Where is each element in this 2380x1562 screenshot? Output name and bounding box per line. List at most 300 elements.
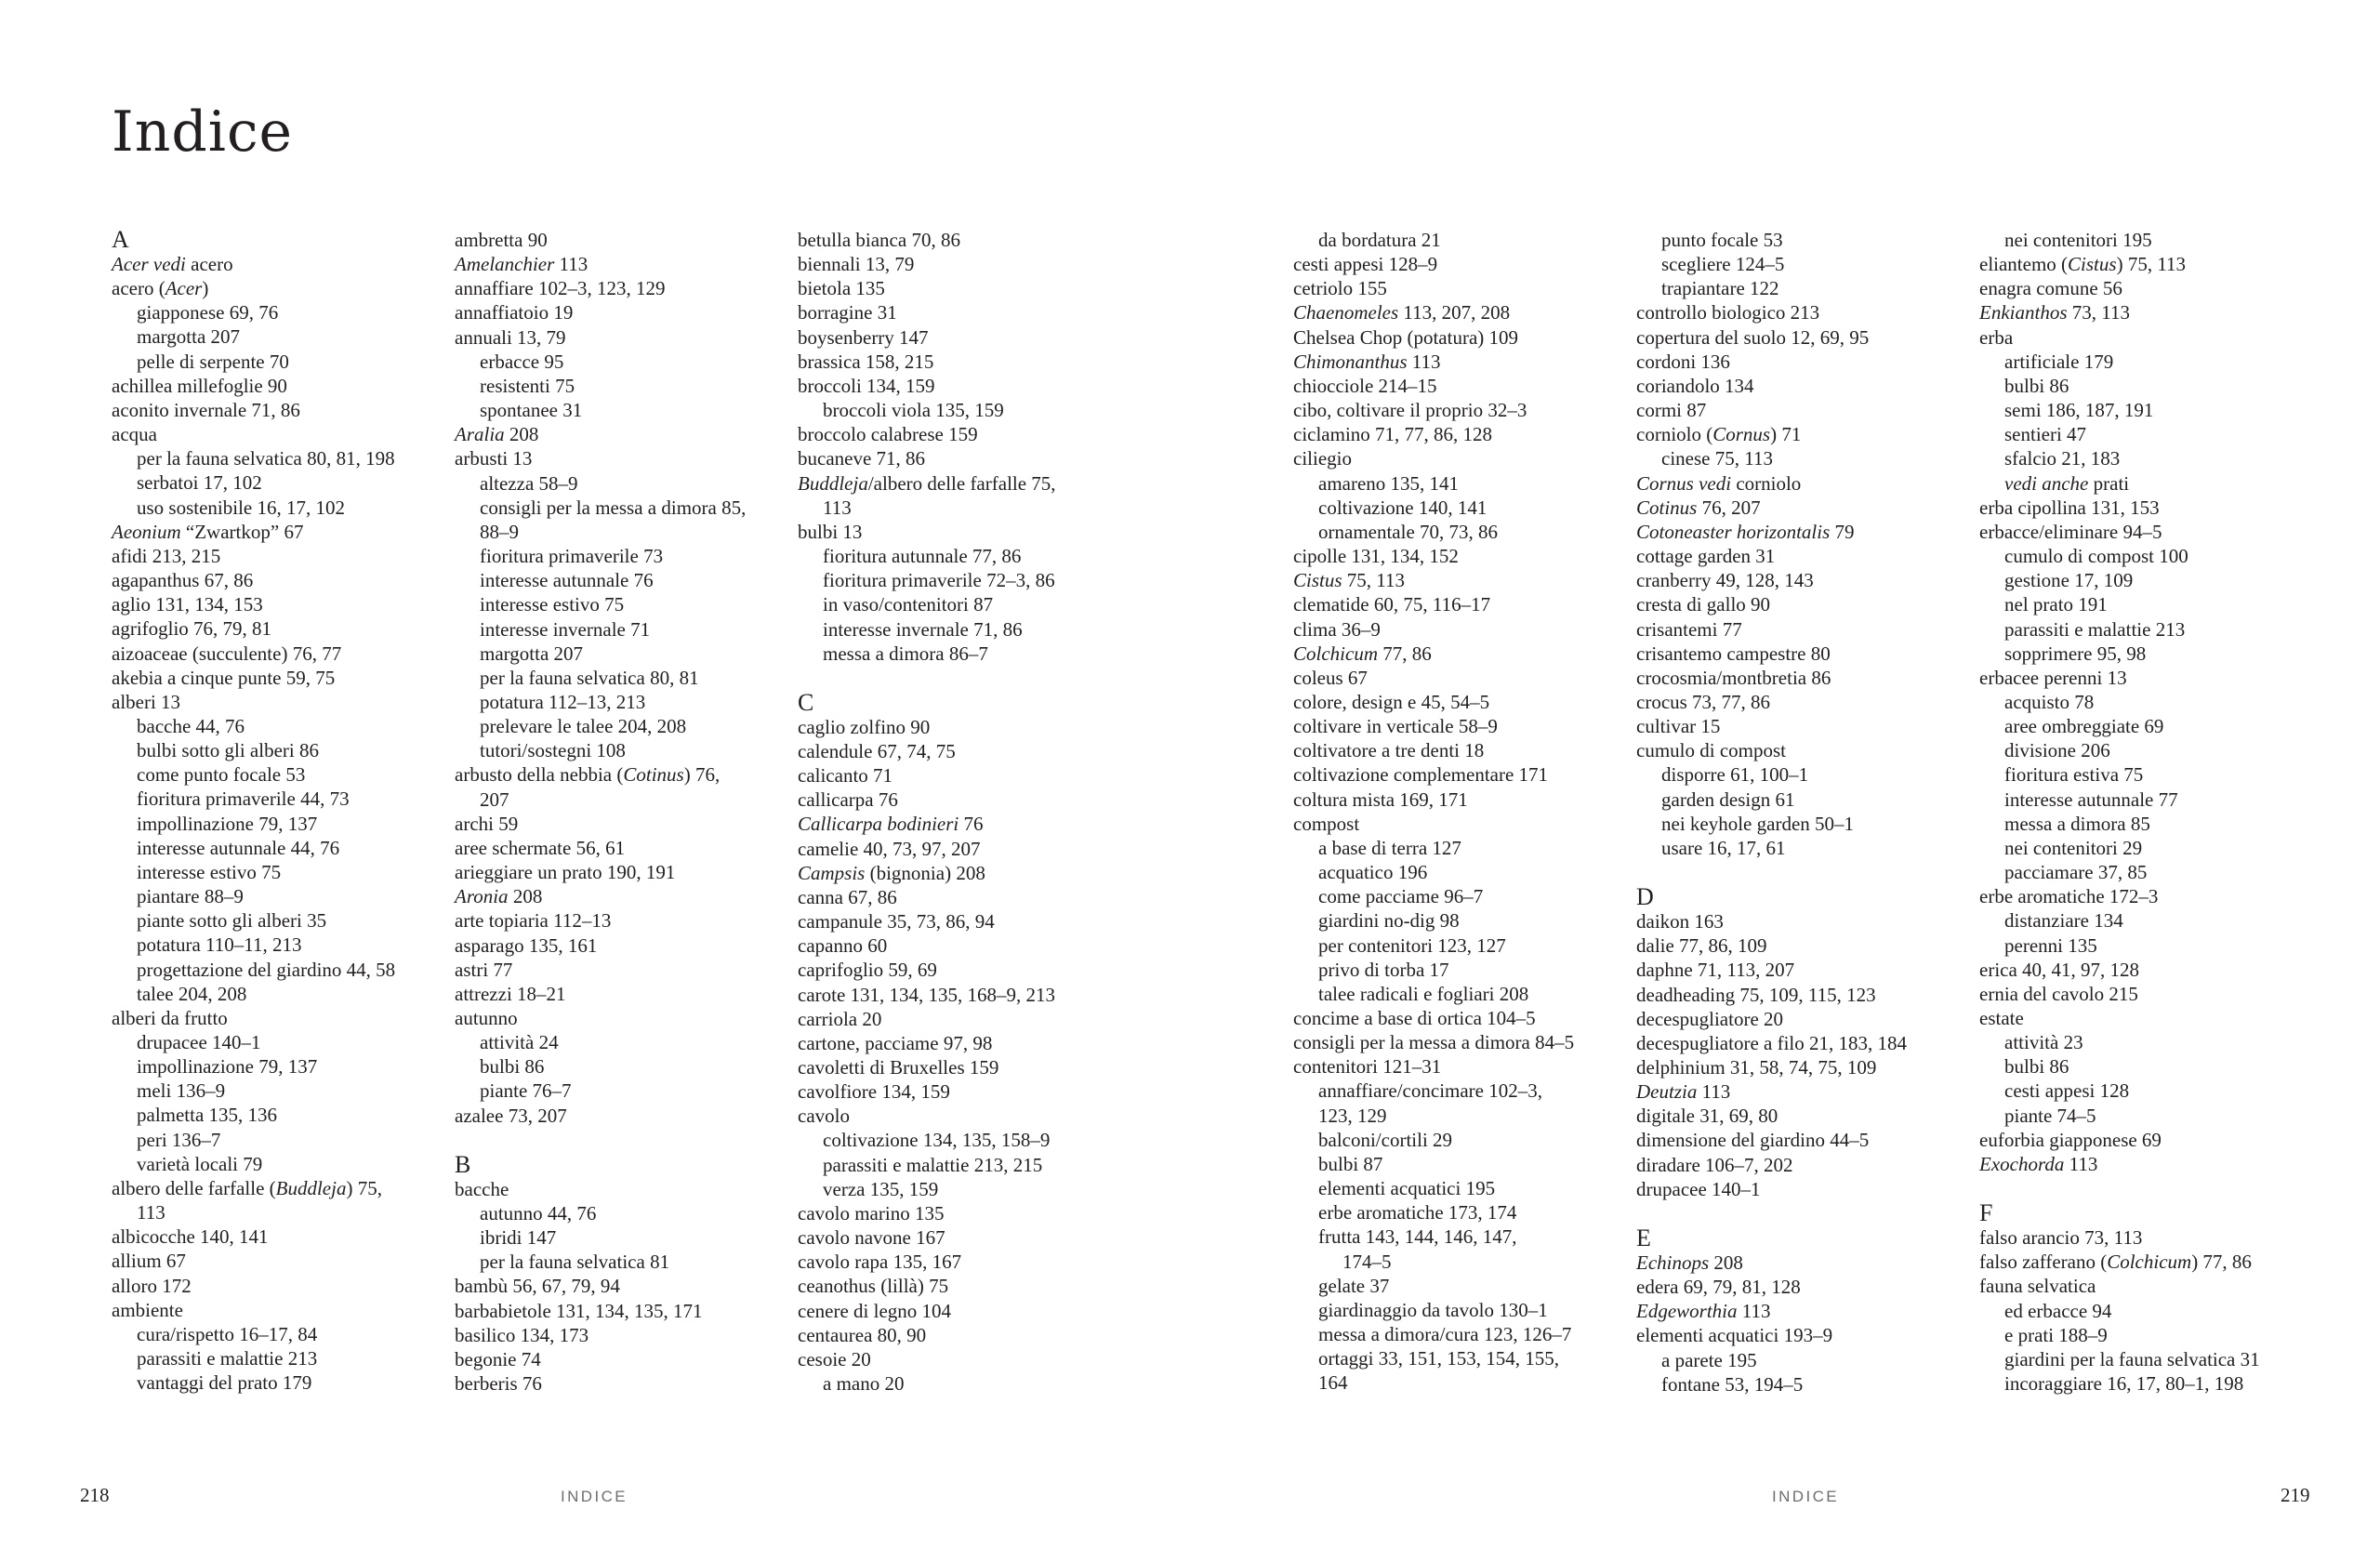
entry-text: annuali 13, 79 [455,325,566,349]
entry-text: 164 [1318,1371,1348,1395]
index-subentry [1293,982,1628,1006]
index-entry [1979,325,2314,350]
index-entry [455,1299,789,1323]
entry-text: elementi acquatici 193–9 [1636,1324,1833,1347]
index-entry [1979,1274,2314,1298]
index-entry [1979,252,2314,276]
entry-text: deadheading 75, 109, 115, 123 [1636,983,1876,1006]
index-entry [1293,788,1628,812]
entry-text: bambù 56, 67, 79, 94 [455,1275,620,1298]
index-subentry [112,1322,446,1346]
index-entry [1293,252,1628,276]
entry-text: cumulo di compost 100 [2004,545,2188,568]
entry-text: potatura 112–13, 213 [480,690,646,713]
entry-text: piante sotto gli alberi 35 [137,909,327,933]
entry-text: crocus 73, 77, 86 [1636,690,1771,713]
index-entry [1636,983,1971,1007]
entry-text: 207 [480,788,509,811]
index-subentry [1979,788,2314,812]
index-entry [455,958,789,982]
italic-term: Chaenomeles [1293,301,1399,324]
index-subentry [1979,374,2314,398]
entry-text: concime a base di ortica 104–5 [1293,1007,1536,1029]
entry-text: giardini no-dig 98 [1318,909,1460,933]
section-letter: A [112,226,129,253]
entry-text: a mano 20 [823,1372,905,1396]
index-entry [455,1347,789,1371]
index-entry [1636,690,1971,714]
entry-text: tutori/sostegni 108 [480,739,626,762]
entry-text: impollinazione 79, 137 [137,812,318,835]
index-entry [1293,666,1628,690]
index-subentry [455,398,789,422]
entry-text: nel prato 191 [2004,593,2108,616]
entry-text: cultivar 15 [1636,715,1721,738]
entry-text: arbusto della nebbia ( [455,763,624,787]
index-subentry [1293,496,1628,520]
index-entry [455,1177,789,1201]
entry-text: parassiti e malattie 213 [2004,617,2186,641]
index-subentry [1293,520,1628,544]
index-subentry [1636,788,1971,812]
entry-text: carote 131, 134, 135, 168–9, 213 [798,983,1056,1006]
entry-text: piantare 88–9 [137,885,244,908]
index-subentry [1293,1250,1628,1274]
entry-text: digitale 31, 69, 80 [1636,1105,1778,1128]
entry-text: 113 [1697,1080,1731,1104]
entry-text: resistenti 75 [480,374,575,397]
index-subentry [1293,1322,1628,1346]
section-letter: B [455,1150,471,1178]
index-entry [798,1031,1132,1055]
entry-text: calendule 67, 74, 75 [798,739,956,762]
index-subentry [1293,836,1628,860]
entry-text: azalee 73, 207 [455,1104,567,1127]
index-entry [1293,300,1628,324]
entry-text: altezza 58–9 [480,471,578,495]
index-entry [798,325,1132,350]
index-entry [455,422,789,446]
index-entry [798,837,1132,861]
entry-text: bulbi 86 [480,1055,545,1079]
entry-text: 113 [554,253,588,276]
entry-text: alloro 172 [112,1274,192,1297]
entry-text: acero [185,253,233,275]
index-entry [455,812,789,836]
entry-text: ambiente [112,1298,183,1321]
entry-text: erbacce/eliminare 94–5 [1979,520,2162,543]
index-subentry [455,1250,789,1274]
entry-text: meli 136–9 [137,1079,226,1103]
index-subentry [1293,1152,1628,1176]
entry-text: ciclamino 71, 77, 86, 128 [1293,423,1493,446]
index-column-2 [455,228,789,1396]
entry-text: giapponese 69, 76 [137,301,279,324]
index-entry [798,763,1132,788]
entry-text: per la fauna selvatica 80, 81 [480,666,699,689]
index-subentry [1979,398,2314,422]
index-entry [455,300,789,324]
index-entry [1636,325,1971,350]
index-subentry [1636,812,1971,836]
index-entry [1979,1152,2314,1176]
index-subentry [1979,544,2314,568]
entry-text: erbe aromatiche 172–3 [1979,885,2159,908]
entry-text: alberi 13 [112,690,181,713]
index-entry [112,422,446,446]
index-entry [1293,592,1628,616]
index-subentry [112,1030,446,1054]
index-entry [1293,325,1628,350]
index-subentry [112,1346,446,1370]
index-entry [1636,909,1971,933]
index-entry [1293,350,1628,374]
index-entry [455,252,789,276]
italic-term: Cornus vedi [1636,471,1732,495]
italic-term: Cistus [1293,569,1342,592]
index-subentry [1979,1347,2314,1371]
entry-text: interesse invernale 71 [480,617,651,641]
index-subentry [1979,933,2314,958]
index-entry [1636,1177,1971,1201]
index-entry [1979,958,2314,982]
italic-term: Callicarpa bodinieri [798,813,959,836]
italic-term: Aeonium [112,520,181,543]
index-entry [1636,544,1971,568]
index-subentry [455,714,789,738]
index-subentry [798,642,1132,666]
index-entry [798,933,1132,958]
entry-text: aree ombreggiate 69 [2004,715,2164,738]
index-subentry [455,642,789,666]
index-entry [1636,568,1971,592]
index-subentry [112,860,446,884]
italic-term: Cotinus [623,763,684,787]
index-entry [1979,1225,2314,1250]
entry-text: 75, 113 [1342,569,1406,592]
entry-text: attrezzi 18–21 [455,982,566,1005]
entry-text: (bignonia) 208 [865,861,985,884]
entry-text: ciliegio [1293,447,1352,470]
entry-text: aree schermate 56, 61 [455,836,626,859]
entry-text: privo di torba 17 [1318,958,1449,981]
index-subentry [455,738,789,762]
index-entry [112,374,446,398]
entry-text: ed erbacce 94 [2004,1299,2112,1322]
index-entry [1979,520,2314,544]
entry-text: acquisto 78 [2004,690,2095,713]
entry-text: 113 [137,1201,165,1224]
index-entry [798,1201,1132,1225]
entry-text: cordoni 136 [1636,350,1730,373]
index-entry [1293,544,1628,568]
entry-text: berberis 76 [455,1372,542,1396]
index-entry [455,762,789,787]
entry-text: barbabietole 131, 134, 135, 171 [455,1299,703,1322]
index-entry [112,690,446,714]
entry-text: bacche [455,1177,509,1200]
index-column-3 [798,228,1132,1396]
index-entry [1293,276,1628,300]
entry-text: centaurea 80, 90 [798,1323,927,1346]
entry-text: agapanthus 67, 86 [112,569,254,592]
entry-text: astri 77 [455,958,513,981]
entry-text: capanno 60 [798,934,888,958]
index-subentry [1293,228,1628,252]
entry-text: sentieri 47 [2004,423,2087,446]
index-subentry [1979,812,2314,836]
index-entry [1293,714,1628,738]
italic-term: Edgeworthia [1636,1300,1738,1323]
entry-text: in vaso/contenitori 87 [823,593,994,616]
entry-text: nei contenitori 195 [2004,229,2152,251]
entry-text: archi 59 [455,812,519,835]
index-entry [798,1299,1132,1323]
index-entry [798,788,1132,812]
entry-text: cetriolo 155 [1293,277,1387,300]
index-entry [112,398,446,422]
entry-text: cinese 75, 113 [1661,447,1773,470]
entry-text: interesse autunnale 76 [480,569,654,592]
index-subentry [112,762,446,787]
entry-text: annaffiatoio 19 [455,301,574,324]
entry-text: coltivare in verticale 58–9 [1293,715,1498,738]
index-entry [798,1007,1132,1031]
index-entry [1979,1250,2314,1274]
index-entry [112,1249,446,1273]
index-subentry [1979,350,2314,374]
entry-text: cranberry 49, 128, 143 [1636,569,1814,592]
entry-text: campanule 35, 73, 86, 94 [798,910,995,933]
entry-text: interesse autunnale 44, 76 [137,836,340,859]
index-subentry [112,1079,446,1103]
entry-text: coltivazione complementare 171 [1293,763,1549,787]
index-subentry [112,470,446,495]
entry-text: eliantemo ( [1979,253,2069,276]
entry-text: cartone, pacciame 97, 98 [798,1031,993,1054]
index-subentry [455,788,789,812]
section-letter: D [1636,883,1654,911]
entry-text: falso zafferano ( [1979,1251,2108,1274]
italic-term: Buddleja [275,1176,347,1199]
index-entry [1636,1007,1971,1031]
index-entry [1636,1251,1971,1275]
index-entry [455,446,789,470]
entry-text: gestione 17, 109 [2004,569,2134,592]
index-entry [1293,1006,1628,1030]
entry-text: delphinium 31, 58, 74, 75, 109 [1636,1056,1877,1079]
index-subentry [112,714,446,738]
index-subentry [455,350,789,374]
entry-text: bucaneve 71, 86 [798,447,926,470]
index-subentry [112,446,446,470]
section-letter: E [1636,1224,1651,1251]
italic-term: Campsis [798,861,866,884]
entry-text: agrifoglio 76, 79, 81 [112,617,272,641]
index-entry [798,520,1132,544]
index-subentry [798,496,1132,520]
section-letter: F [1979,1199,1993,1227]
index-subentry [1979,908,2314,933]
index-column-1 [112,228,446,1395]
index-entry [798,861,1132,885]
entry-text: consigli per la messa a dimora 85, [480,496,747,519]
entry-text: distanziare 134 [2004,909,2123,933]
entry-text: cavolo navone 167 [798,1226,945,1250]
index-entry [798,300,1132,324]
entry-text: aizoaceae (succulente) 76, 77 [112,642,342,665]
entry-text: fioritura estiva 75 [2004,763,2144,787]
entry-text: garden design 61 [1661,788,1795,811]
entry-text: a parete 195 [1661,1348,1757,1371]
index-subentry [1979,1030,2314,1054]
entry-text: piante 74–5 [2004,1104,2096,1127]
index-subentry [112,958,446,982]
entry-text: broccoli viola 135, 159 [823,399,1004,422]
entry-text: cottage garden 31 [1636,545,1776,568]
entry-text: bulbi 86 [2004,374,2069,397]
index-entry [798,1055,1132,1079]
entry-text: annaffiare/concimare 102–3, [1318,1079,1542,1103]
index-subentry [112,1200,446,1224]
index-entry [1636,520,1971,544]
index-subentry [1979,471,2314,496]
index-entry [455,933,789,958]
index-entry [798,276,1132,300]
index-subentry [112,884,446,908]
entry-text: 76 [959,813,984,836]
index-subentry [455,1225,789,1250]
index-subentry [455,617,789,642]
entry-text: cresta di gallo 90 [1636,593,1771,616]
index-subentry [1979,1104,2314,1128]
entry-text: acqua [112,423,157,446]
index-entry [455,1274,789,1298]
italic-term: Enkianthos [1979,301,2068,324]
index-subentry [798,1128,1132,1152]
index-entry [1293,812,1628,836]
entry-text: akebia a cinque punte 59, 75 [112,666,336,689]
entry-text: 113 [2064,1152,2098,1175]
index-entry [798,1250,1132,1274]
index-subentry [798,1153,1132,1177]
italic-term: Echinops [1636,1251,1710,1274]
index-entry [1636,471,1971,496]
index-entry [112,1224,446,1249]
index-subentry [112,1152,446,1176]
right-page-number: 219 [2281,1484,2310,1506]
entry-text: cenere di legno 104 [798,1299,952,1322]
index-entry [1636,1153,1971,1177]
index-subentry [112,300,446,324]
entry-text: bulbi 87 [1318,1152,1383,1175]
index-entry [455,908,789,933]
entry-text: balconi/cortili 29 [1318,1128,1453,1151]
entry-text: arte topiaria 112–13 [455,909,612,933]
entry-text: fontane 53, 194–5 [1661,1372,1804,1396]
page-title: Indice [112,99,294,165]
index-subentry [1979,1371,2314,1396]
entry-text: acero ( [112,277,165,300]
index-entry [798,715,1132,739]
entry-text: verza 135, 159 [823,1177,939,1200]
index-entry [112,642,446,666]
entry-text: cavolo rapa 135, 167 [798,1251,962,1274]
entry-text: boysenberry 147 [798,325,929,349]
entry-text: per la fauna selvatica 81 [480,1251,670,1274]
index-subentry [1979,446,2314,470]
index-entry [455,1371,789,1396]
index-subentry [455,1054,789,1079]
italic-term: Colchicum [2107,1251,2192,1274]
entry-text: chiocciole 214–15 [1293,374,1437,397]
section-letter: C [798,688,814,716]
entry-text: fauna selvatica [1979,1275,2096,1298]
entry-text: 88–9 [480,520,519,543]
entry-text: talee radicali e fogliari 208 [1318,982,1529,1005]
index-entry [798,1347,1132,1371]
entry-text: biennali 13, 79 [798,253,915,276]
entry-text: erbacce 95 [480,350,564,373]
index-entry [798,958,1132,982]
entry-text: arieggiare un prato 190, 191 [455,861,676,884]
entry-text: margotta 207 [137,325,241,349]
index-entry [455,884,789,908]
entry-text: autunno [455,1007,518,1029]
entry-text: crocosmia/montbretia 86 [1636,666,1831,689]
entry-text: fioritura primaverile 72–3, 86 [823,569,1055,592]
index-subentry [1979,860,2314,884]
entry-text: erba [1979,325,2014,349]
entry-text: erbe aromatiche 173, 174 [1318,1201,1517,1224]
entry-text: compost [1293,812,1360,835]
index-entry [1979,884,2314,908]
entry-text: divisione 206 [2004,739,2110,762]
entry-text: attività 23 [2004,1031,2083,1054]
index-subentry [1979,690,2314,714]
index-subentry [1979,1299,2314,1323]
index-entry [1979,982,2314,1006]
entry-text: acquatico 196 [1318,861,1428,884]
entry-text: erica 40, 41, 97, 128 [1979,958,2140,981]
index-entry [1636,300,1971,324]
index-subentry [798,568,1132,592]
italic-term: Aralia [455,423,505,446]
entry-text: cavolfiore 134, 159 [798,1080,950,1104]
index-subentry [1636,446,1971,470]
index-entry [455,1323,789,1347]
entry-text: cavolo [798,1105,850,1128]
entry-text: elementi acquatici 195 [1318,1177,1496,1200]
entry-text: potatura 110–11, 213 [137,933,302,957]
index-entry [112,276,446,300]
entry-text: ibridi 147 [480,1226,557,1250]
index-entry [1636,1055,1971,1079]
right-running-footer: INDICE [1772,1488,1840,1505]
left-page-number: 218 [80,1484,110,1506]
index-subentry [455,592,789,616]
index-entry [112,520,446,544]
entry-text: estate [1979,1007,2024,1029]
entry-text: per la fauna selvatica 80, 81, 198 [137,447,395,470]
entry-text: punto focale 53 [1661,229,1783,251]
index-entry [1636,1323,1971,1347]
index-entry [798,739,1132,763]
index-subentry [455,471,789,496]
entry-text: 113 [1737,1300,1771,1323]
entry-text: ornamentale 70, 73, 86 [1318,520,1499,543]
index-subentry [1979,1054,2314,1079]
